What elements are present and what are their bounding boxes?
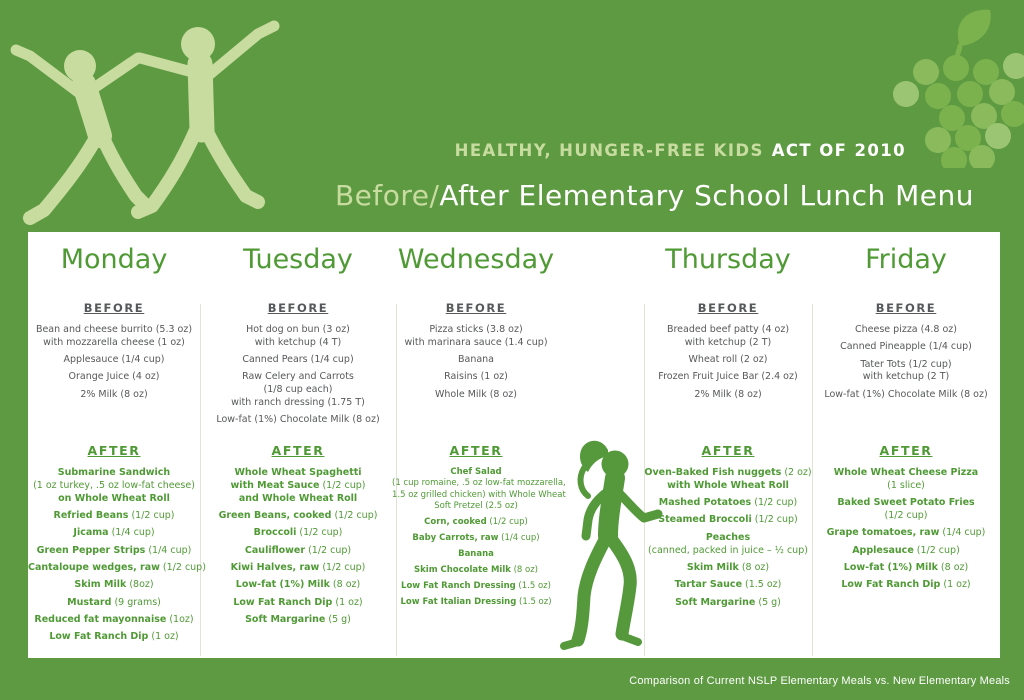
- menu-item-text: (1/2 cup): [486, 517, 528, 528]
- menu-item-text: (1/2 cup): [128, 509, 175, 521]
- menu-item: [200, 545, 396, 558]
- menu-item-line: Low-fat (1%) Chocolate Milk (8 oz): [824, 388, 988, 400]
- menu-item: [812, 527, 1000, 540]
- menu-item-text: (1/4 cup): [108, 527, 155, 539]
- menu-item-text: Submarine Sandwich: [57, 467, 171, 478]
- menu-item-text: Steamed Broccoli: [658, 514, 752, 526]
- menu-item-line: Raisins (1 oz): [444, 371, 508, 383]
- menu-item-line: (1/8 cup each): [263, 384, 333, 396]
- menu-item: [392, 565, 560, 576]
- menu-item: [200, 562, 396, 575]
- kicker-green-text: HEALTHY, HUNGER-FREE KIDS: [454, 141, 764, 160]
- after-heading: AFTER: [87, 443, 141, 458]
- menu-item-text: (1/4 cup): [145, 544, 192, 556]
- menu-item-text: (1/2 cup): [751, 514, 798, 526]
- menu-item-text: (1/2 cup): [319, 561, 366, 573]
- after-heading: AFTER: [271, 443, 325, 458]
- menu-item-text: (8 oz): [329, 579, 361, 591]
- menu-item-text: (9 grams): [111, 596, 161, 608]
- menu-item: [28, 371, 200, 384]
- menu-item: [28, 467, 200, 505]
- menu-item-line: [28, 597, 200, 610]
- after-items: [392, 467, 566, 609]
- menu-item-text: (1/2 cup): [751, 497, 798, 509]
- after-heading: AFTER: [449, 443, 503, 458]
- menu-item-line: [392, 581, 560, 592]
- menu-item-text: (1 oz turkey, .5 oz low-fat cheese): [33, 479, 195, 491]
- menu-item-line: [28, 561, 206, 575]
- menu-item-text: (1/2 cup): [884, 509, 928, 521]
- menu-item: [200, 614, 396, 627]
- after-items: [28, 467, 206, 644]
- running-girl-icon: [552, 438, 670, 662]
- menu-item: [392, 533, 560, 544]
- menu-item-line: [812, 510, 1000, 523]
- menu-item-line: Tater Tots (1/2 cup): [860, 358, 952, 370]
- menu-item-text: (1 oz): [940, 579, 971, 591]
- menu-item-text: Reduced fat mayonnaise: [34, 613, 167, 625]
- menu-item-text: (1/2 cup): [296, 527, 343, 539]
- menu-item-text: Low Fat Ranch Dip: [49, 631, 149, 643]
- menu-item-line: [392, 517, 560, 528]
- menu-item-text: Oven-Baked Fish nuggets: [644, 467, 782, 478]
- menu-item: [28, 597, 200, 610]
- menu-item-text: 1.5 oz grilled chicken) with Whole Wheat: [392, 489, 566, 500]
- menu-item-text: (5 g): [325, 613, 351, 625]
- menu-item-text: Mustard: [67, 596, 112, 608]
- menu-item-line: [812, 527, 1000, 540]
- menu-item-text: (1/2 cup): [319, 479, 366, 491]
- menu-item: [200, 324, 396, 350]
- menu-item-line: [812, 545, 1000, 558]
- menu-item-line: Low-fat (1%) Chocolate Milk (8 oz): [216, 414, 380, 426]
- menu-item: [812, 341, 1000, 354]
- day-column-friday: [812, 232, 1000, 658]
- before-section: [392, 297, 560, 402]
- menu-item-text: (1.5 oz): [516, 597, 552, 608]
- comparison-caption: Comparison of Current NSLP Elementary Meals vs. New Elementary Meals: [629, 675, 1010, 687]
- menu-item-text: Chef Salad: [450, 467, 502, 477]
- menu-item: [28, 354, 200, 367]
- before-section: [812, 297, 1000, 402]
- day-column-monday: [28, 232, 206, 658]
- menu-item-line: [28, 527, 200, 540]
- menu-item-line: with mozzarella cheese (1 oz): [43, 336, 185, 348]
- menu-item: [812, 545, 1000, 558]
- menu-item-text: (5 g): [755, 596, 781, 608]
- menu-item: [28, 579, 200, 592]
- menu-item-line: Orange Juice (4 oz): [68, 371, 160, 383]
- menu-item: [392, 549, 560, 560]
- menu-item: [28, 510, 200, 523]
- menu-item-text: Green Pepper Strips: [36, 544, 146, 556]
- menu-item: [200, 467, 396, 505]
- after-section: [812, 440, 1000, 597]
- after-items: [812, 467, 1000, 592]
- menu-item: [200, 371, 396, 409]
- menu-item-text: with Meat Sauce: [230, 479, 320, 491]
- menu-item-line: with marinara sauce (1.4 cup): [404, 336, 548, 348]
- menu-item-line: [392, 501, 560, 512]
- jumping-kids-icon: [0, 18, 345, 250]
- menu-item-line: [200, 545, 396, 558]
- menu-item-line: [392, 478, 566, 489]
- menu-item-text: Tartar Sauce: [674, 579, 743, 591]
- menu-item-line: Raw Celery and Carrots: [242, 371, 354, 383]
- menu-item-text: (1.5 oz): [742, 579, 782, 591]
- after-section: [392, 440, 566, 613]
- menu-item-line: [392, 533, 560, 544]
- before-heading: BEFORE: [83, 301, 145, 316]
- menu-item-text: Banana: [458, 549, 494, 560]
- before-section: [200, 297, 396, 427]
- menu-item: [644, 389, 812, 402]
- menu-item-text: (1/2 cup): [159, 561, 206, 573]
- menu-item-text: (1oz): [166, 613, 194, 625]
- menu-item: [812, 324, 1000, 337]
- menu-item-line: Pizza sticks (3.8 oz): [429, 324, 523, 336]
- menu-item: [28, 324, 200, 350]
- menu-item-line: Hot dog on bun (3 oz): [246, 324, 350, 336]
- menu-item: [392, 389, 560, 402]
- menu-item-line: [392, 597, 560, 608]
- menu-item-text: Refried Beans: [53, 509, 129, 521]
- menu-item-text: Soft Pretzel (2.5 oz): [434, 501, 518, 512]
- menu-item-text: and Whole Wheat Roll: [238, 492, 358, 504]
- menu-item-text: Whole Wheat Cheese Pizza: [833, 467, 979, 478]
- menu-item: [200, 597, 396, 610]
- menu-item-text: (1 cup romaine, .5 oz low-fat mozzarella,: [392, 478, 566, 489]
- menu-item: [392, 581, 560, 592]
- menu-item-text: Soft Margarine: [675, 596, 756, 608]
- menu-item: [812, 389, 1000, 402]
- after-heading: AFTER: [701, 443, 755, 458]
- menu-item-text: (1/4 cup): [939, 527, 986, 539]
- before-items: [28, 324, 200, 402]
- menu-item-text: Baked Sweet Potato Fries: [837, 497, 975, 509]
- day-column-tuesday: [200, 232, 396, 658]
- menu-item-line: [200, 493, 396, 506]
- menu-item-text: Low Fat Ranch Dressing: [401, 581, 516, 592]
- before-heading: BEFORE: [697, 301, 759, 316]
- menu-item-text: Applesauce: [852, 544, 914, 556]
- menu-item-line: with ketchup (2 T): [684, 336, 772, 348]
- after-section: [200, 440, 396, 631]
- menu-item-text: Corn, cooked: [424, 517, 487, 528]
- menu-item: [200, 510, 396, 523]
- menu-item-text: Soft Margarine: [245, 613, 326, 625]
- menu-item: [28, 561, 206, 575]
- before-heading: BEFORE: [875, 301, 937, 316]
- menu-item: [644, 371, 812, 384]
- before-heading: BEFORE: [267, 301, 329, 316]
- menu-item-line: 2% Milk (8 oz): [80, 388, 148, 400]
- menu-item: [200, 579, 396, 592]
- menu-item-text: Grape tomatoes, raw: [826, 527, 940, 539]
- menu-item: [392, 324, 560, 350]
- before-heading: BEFORE: [445, 301, 507, 316]
- before-section: [644, 297, 812, 402]
- menu-item-line: [200, 480, 396, 493]
- menu-item-line: Frozen Fruit Juice Bar (2.4 oz): [658, 371, 798, 383]
- menu-item-line: [200, 527, 396, 540]
- menu-item-line: [812, 480, 1000, 493]
- menu-item-text: Mashed Potatoes: [658, 497, 752, 509]
- menu-item-text: Low Fat Ranch Dip: [233, 596, 333, 608]
- menu-item-line: [200, 562, 396, 575]
- menu-item-text: Skim Chocolate Milk: [414, 565, 511, 576]
- menu-item-line: 2% Milk (8 oz): [694, 388, 762, 400]
- title-after-text: After Elementary School Lunch Menu: [439, 179, 974, 212]
- menu-item-text: Kiwi Halves, raw: [230, 561, 320, 573]
- menu-item-line: [200, 614, 396, 627]
- menu-item-line: Canned Pears (1/4 cup): [242, 354, 354, 366]
- menu-item-text: Low Fat Ranch Dip: [841, 579, 941, 591]
- menu-item: [812, 562, 1000, 575]
- menu-item-line: [392, 467, 560, 478]
- menu-item: [392, 517, 560, 528]
- menu-item: [812, 579, 1000, 592]
- menu-item-line: [812, 467, 1000, 480]
- menu-item: [392, 371, 560, 384]
- menu-item-line: with ranch dressing (1.75 T): [231, 397, 365, 409]
- after-section: [28, 440, 206, 648]
- menu-item: [812, 359, 1000, 385]
- menu-item: [28, 614, 200, 627]
- menu-item-line: [200, 467, 396, 480]
- day-column-wednesday: [392, 232, 566, 658]
- menu-item: [200, 354, 396, 367]
- day-heading: Monday: [60, 244, 168, 275]
- before-items: [644, 324, 812, 402]
- after-heading: AFTER: [879, 443, 933, 458]
- menu-item-line: [200, 579, 396, 592]
- day-heading: Thursday: [665, 244, 791, 275]
- menu-item-line: Wheat roll (2 oz): [688, 354, 768, 366]
- grape-bunch-icon: [890, 6, 1024, 168]
- menu-item-line: [200, 597, 396, 610]
- menu-item-text: (1 slice): [887, 479, 925, 491]
- before-items: [200, 324, 396, 427]
- menu-item-text: Baby Carrots, raw: [412, 533, 499, 544]
- page-title: [335, 179, 974, 212]
- menu-item-text: Whole Wheat Spaghetti: [234, 467, 362, 478]
- menu-item-text: Low-fat (1%) Milk: [235, 579, 330, 591]
- menu-item: [28, 545, 200, 558]
- menu-item-text: (1 oz): [332, 596, 363, 608]
- menu-item-text: (1/2 cup): [305, 544, 352, 556]
- before-items: [392, 324, 560, 402]
- menu-item-text: Low Fat Italian Dressing: [400, 597, 517, 608]
- menu-item-line: Cheese pizza (4.8 oz): [855, 324, 957, 336]
- menu-item-text: (8 oz): [937, 561, 969, 573]
- menu-item-line: [28, 510, 200, 523]
- menu-item: [812, 467, 1000, 493]
- before-section: [28, 297, 200, 402]
- menu-item-text: on Whole Wheat Roll: [58, 492, 170, 504]
- menu-item-line: [28, 579, 200, 592]
- menu-item-text: Low-fat (1%) Milk: [843, 561, 938, 573]
- menu-item-text: Cauliflower: [244, 544, 306, 556]
- before-items: [812, 324, 1000, 402]
- menu-item-line: [392, 549, 560, 560]
- menu-item: [28, 631, 200, 644]
- menu-item-line: Whole Milk (8 oz): [434, 388, 517, 400]
- menu-item: [28, 389, 200, 402]
- menu-item-text: (1 oz): [148, 631, 179, 643]
- menu-item-line: Canned Pineapple (1/4 cup): [840, 341, 972, 353]
- menu-item-line: [812, 562, 1000, 575]
- menu-item-text: Jicama: [73, 527, 109, 539]
- menu-item-line: with ketchup (4 T): [254, 336, 342, 348]
- menu-item-line: [28, 545, 200, 558]
- menu-item: [200, 414, 396, 427]
- menu-item: [200, 527, 396, 540]
- menu-item-text: (8 oz): [510, 565, 538, 576]
- kicker-white-text: ACT OF 2010: [771, 141, 906, 160]
- menu-item: [644, 324, 812, 350]
- menu-item-text: Peaches: [705, 531, 751, 543]
- menu-item-line: [200, 510, 396, 523]
- day-heading: Wednesday: [397, 244, 555, 275]
- menu-item-line: Applesauce (1/4 cup): [63, 354, 165, 366]
- menu-item-line: [28, 631, 200, 644]
- menu-item-text: (1.5 oz): [515, 581, 551, 592]
- menu-item-text: (1/4 cup): [498, 533, 540, 544]
- menu-item-line: Breaded beef patty (4 oz): [666, 324, 790, 336]
- menu-item-line: with ketchup (2 T): [862, 371, 950, 383]
- menu-item-line: [812, 497, 1000, 510]
- menu-item-text: Green Beans, cooked: [218, 509, 332, 521]
- menu-item-line: [28, 467, 200, 480]
- menu-item-line: Bean and cheese burrito (5.3 oz): [35, 324, 193, 336]
- menu-item-text: Cantaloupe wedges, raw: [28, 561, 160, 573]
- menu-item: [28, 527, 200, 540]
- menu-item-text: (8 oz): [738, 561, 770, 573]
- menu-item-line: [28, 480, 200, 493]
- menu-item-text: (2 oz): [781, 467, 812, 478]
- menu-item: [392, 354, 560, 367]
- menu-item: [392, 467, 566, 513]
- day-heading: Tuesday: [243, 244, 353, 275]
- menu-item-text: Skim Milk: [74, 579, 127, 591]
- after-items: [200, 467, 396, 627]
- menu-item-text: (1/2 cup): [331, 509, 378, 521]
- day-heading: Friday: [865, 244, 947, 275]
- menu-panel: [28, 232, 1000, 658]
- menu-item-line: [28, 614, 200, 627]
- menu-item: [644, 354, 812, 367]
- menu-item-text: with Whole Wheat Roll: [667, 479, 789, 491]
- menu-item-line: [28, 493, 200, 506]
- menu-item: [812, 497, 1000, 523]
- act-kicker: [455, 141, 906, 160]
- menu-item-text: Skim Milk: [686, 561, 739, 573]
- menu-item-line: [392, 489, 566, 501]
- menu-item-text: Broccoli: [253, 527, 297, 539]
- menu-item-text: (1/2 cup): [913, 544, 960, 556]
- menu-item-text: (canned, packed in juice – ½ cup): [648, 544, 808, 556]
- menu-item-text: (8oz): [126, 579, 154, 591]
- menu-item: [392, 597, 560, 608]
- menu-item-line: [392, 565, 560, 576]
- menu-item-line: [812, 579, 1000, 592]
- menu-item-line: Banana: [457, 354, 495, 366]
- title-before-text: Before/: [334, 179, 440, 212]
